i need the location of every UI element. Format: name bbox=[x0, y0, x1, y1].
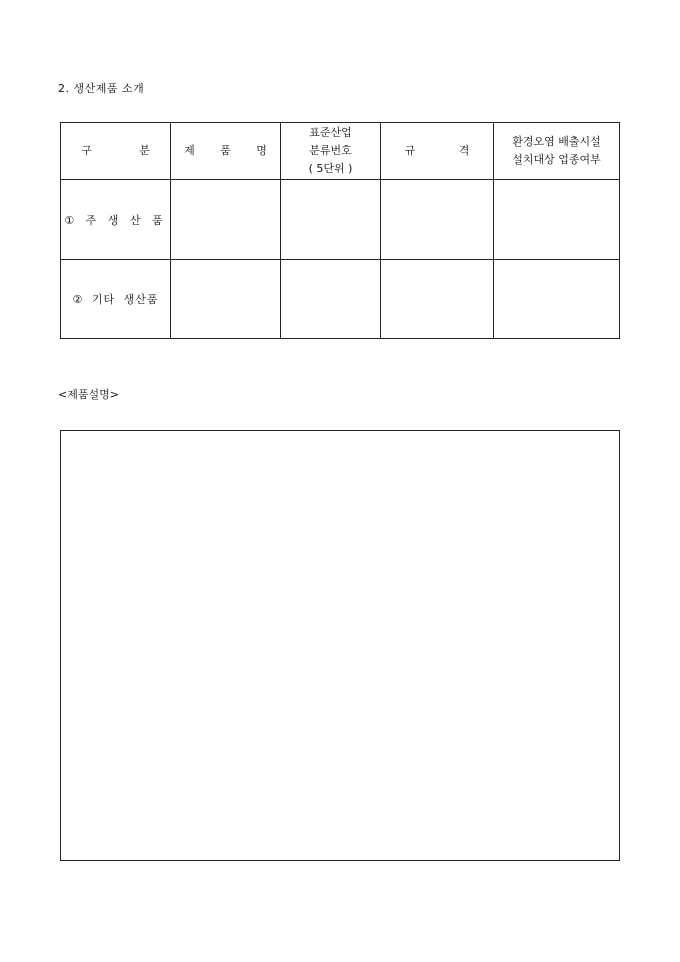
header-product-name-label: 제 품 명 bbox=[184, 144, 267, 157]
header-category-label: 구 분 bbox=[81, 144, 150, 157]
header-product-name bbox=[171, 123, 281, 180]
header-ksic-line3: ( 5단위 ) bbox=[308, 162, 353, 175]
table-row-other-product bbox=[61, 260, 620, 339]
section-title: 2. 생산제품 소개 bbox=[58, 82, 145, 95]
header-spec-label: 규 격 bbox=[404, 144, 470, 157]
header-ksic-line2: 분류번호 bbox=[309, 144, 352, 157]
description-heading: <제품설명> bbox=[58, 388, 119, 401]
cell-env-facility[interactable] bbox=[494, 180, 620, 260]
header-category bbox=[61, 123, 171, 180]
header-env-line2: 설치대상 업종여부 bbox=[512, 153, 601, 166]
cell-ksic-code[interactable] bbox=[281, 260, 381, 339]
row-label-main-product: ① 주 생 산 품 bbox=[64, 213, 167, 227]
row-label-other-product: ② 기타 생산품 bbox=[72, 293, 159, 306]
header-env-line1: 환경오염 배출시설 bbox=[512, 135, 601, 148]
header-ksic-line1: 표준산업 bbox=[309, 126, 352, 139]
cell-ksic-code[interactable] bbox=[281, 180, 381, 260]
cell-spec[interactable] bbox=[381, 180, 494, 260]
cell-env-facility[interactable] bbox=[494, 260, 620, 339]
header-spec bbox=[381, 123, 494, 180]
row-label-cell bbox=[61, 260, 171, 339]
description-box[interactable] bbox=[60, 430, 620, 861]
table-row-main-product bbox=[61, 180, 620, 260]
row-label-cell bbox=[61, 180, 171, 260]
product-table bbox=[60, 122, 620, 339]
cell-product-name[interactable] bbox=[171, 180, 281, 260]
cell-spec[interactable] bbox=[381, 260, 494, 339]
cell-product-name[interactable] bbox=[171, 260, 281, 339]
header-env-facility bbox=[494, 123, 620, 180]
header-ksic-code bbox=[281, 123, 381, 180]
table-header-row bbox=[61, 123, 620, 180]
